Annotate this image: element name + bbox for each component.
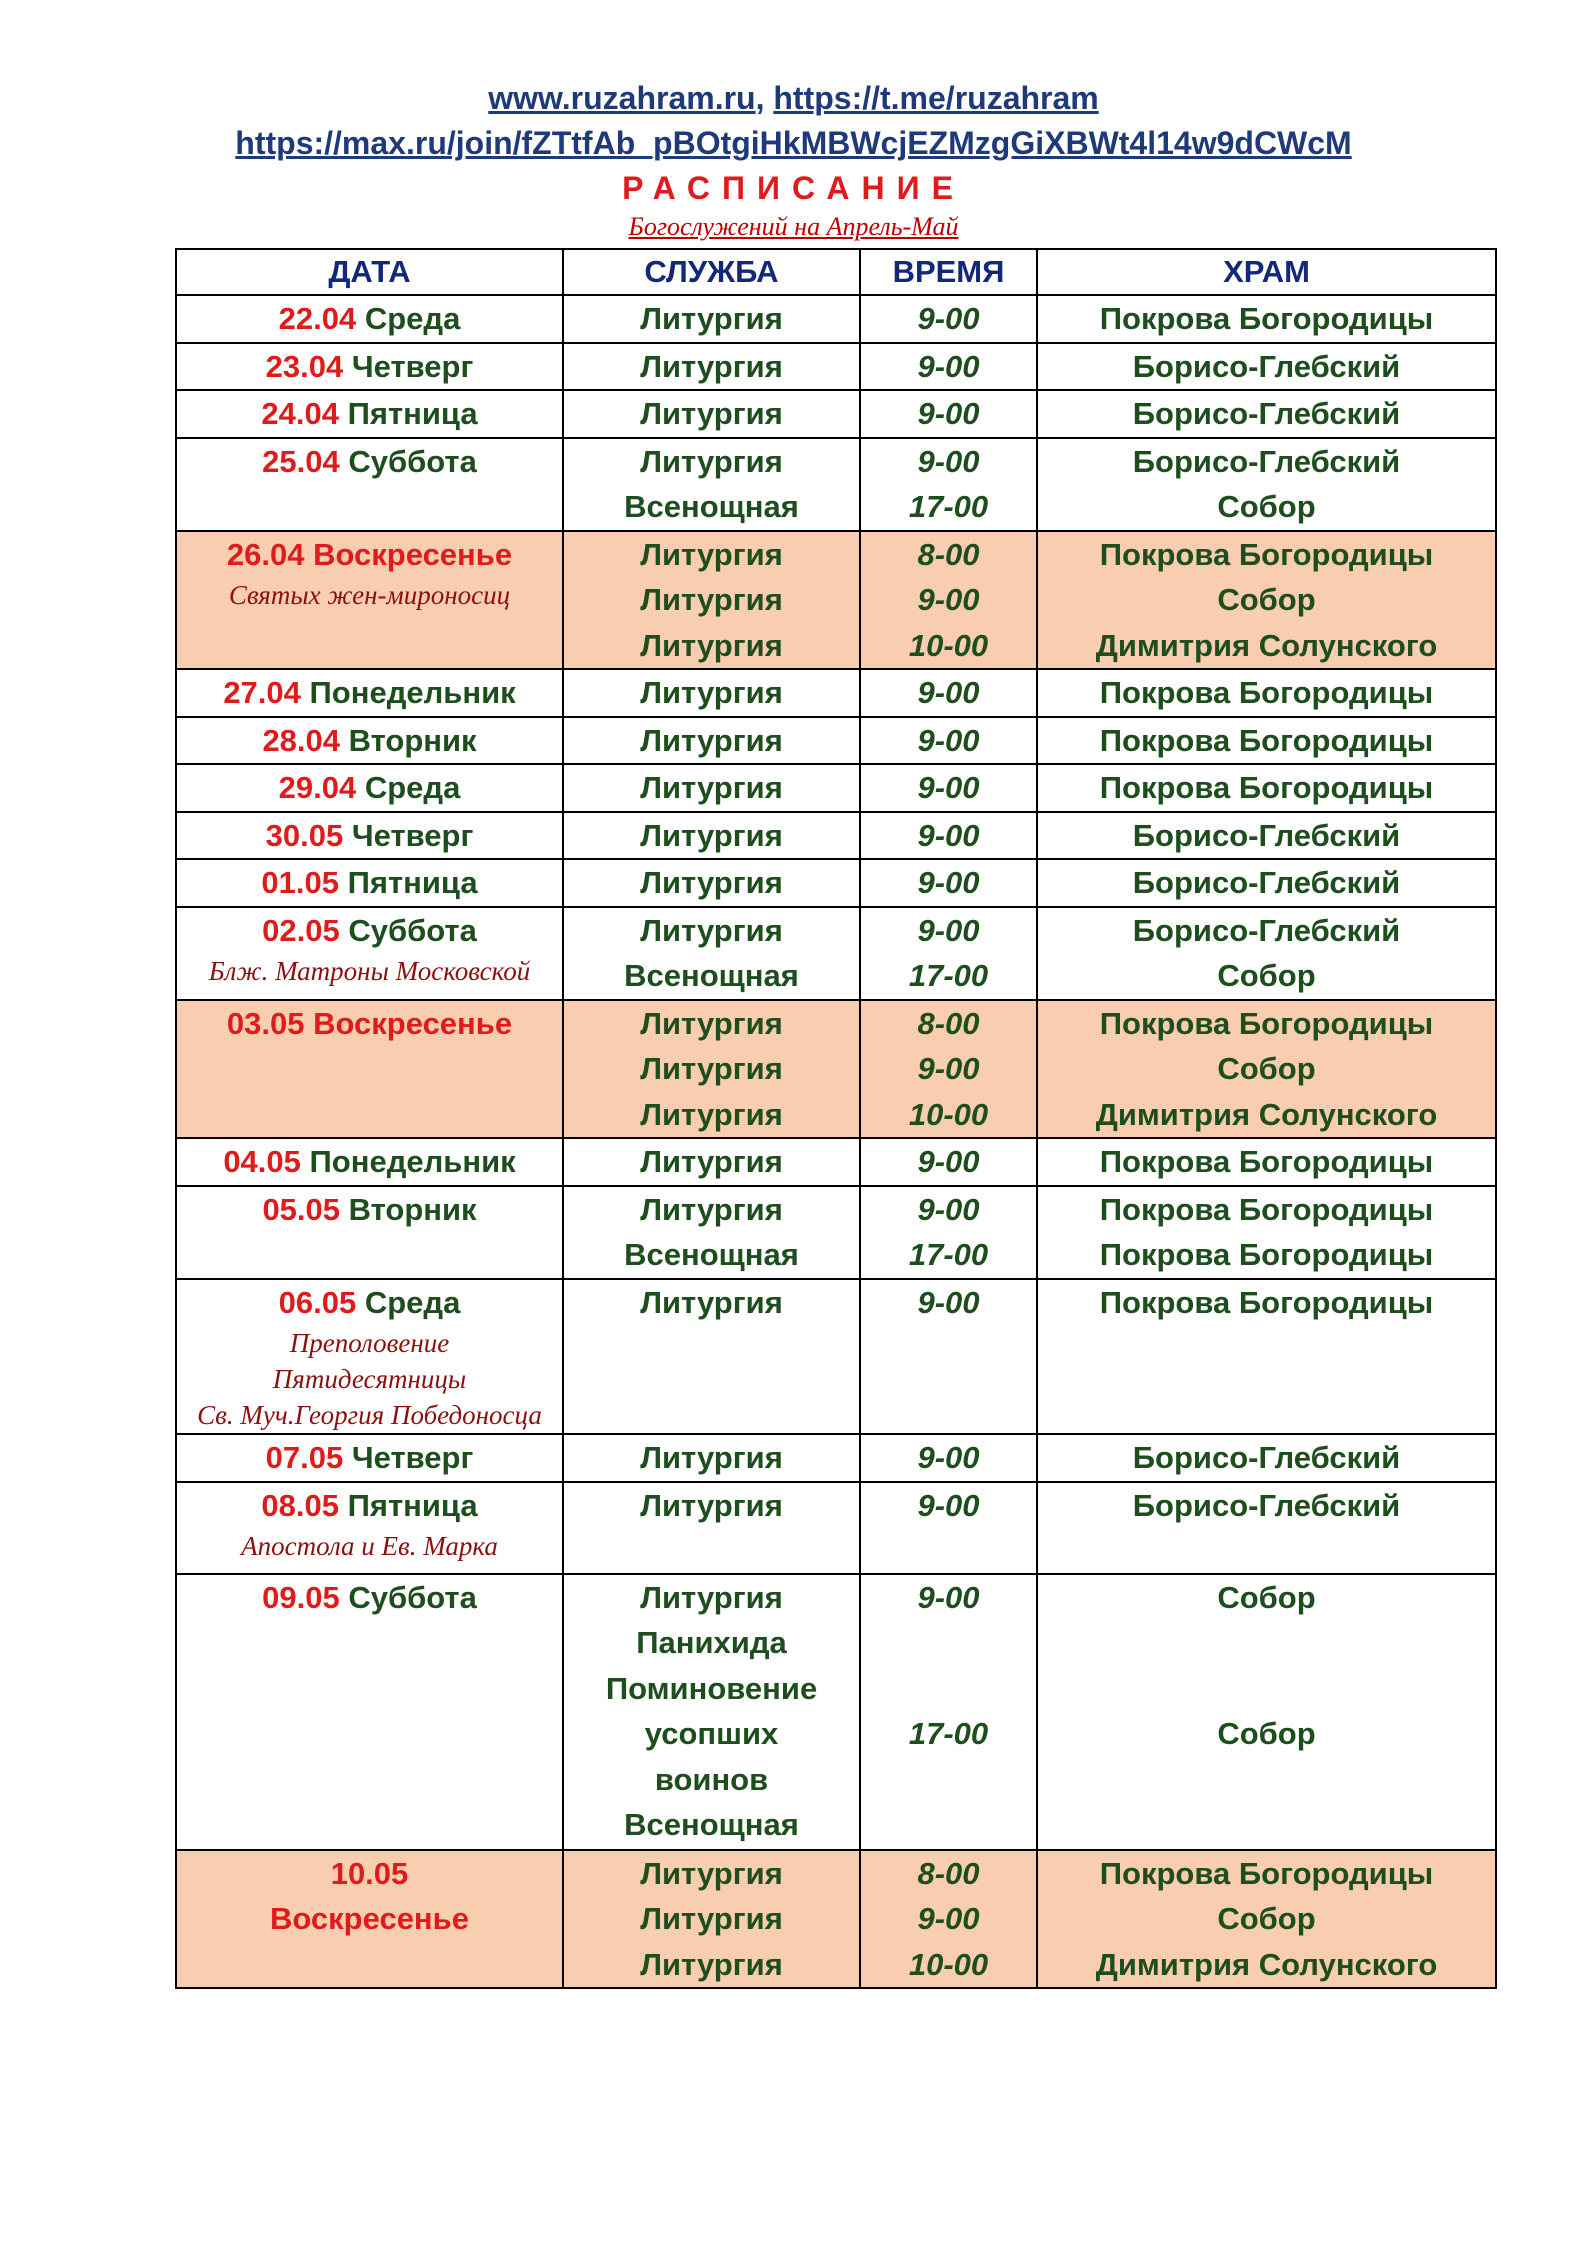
church-name: Покрова Богородицы [1099, 770, 1434, 805]
service-name: Литургия [640, 348, 783, 384]
table-row [176, 390, 1496, 438]
service-name: Литургия [640, 865, 783, 900]
church-name: Борисо-Глебский [1132, 912, 1401, 948]
church-name: Собор [1217, 1051, 1316, 1086]
date-cell [176, 343, 563, 391]
service-name: Литургия [640, 443, 783, 479]
date-number: 04.05 [223, 1144, 301, 1179]
church-name: Борисо-Глебский [1132, 443, 1401, 479]
service-name: Литургия [640, 1440, 783, 1475]
church-cell [1037, 1574, 1496, 1850]
date-cell [176, 1279, 563, 1435]
church-cell [1037, 1434, 1496, 1482]
date-cell [176, 669, 563, 717]
service-name: Литургия [640, 770, 783, 805]
feast-note: Святых жен-мироносиц [228, 580, 511, 610]
feast-note: Пятидесятницы [272, 1364, 467, 1394]
date-number: 10.05 [330, 1855, 409, 1891]
service-time: 8-00 [917, 1855, 980, 1891]
service-cell [563, 1279, 860, 1435]
church-name: Борисо-Глебский [1132, 1487, 1401, 1523]
service-time: 9-00 [917, 348, 980, 384]
day-of-week: Среда [364, 1284, 461, 1320]
service-time: 17-00 [908, 1716, 989, 1751]
day-of-week: Четверг [351, 348, 474, 384]
date-cell [176, 907, 563, 1000]
service-time: 9-00 [917, 1284, 980, 1320]
table-row [176, 1000, 1496, 1139]
date-cell [176, 531, 563, 670]
service-time: 9-00 [917, 817, 980, 853]
service-name: Литургия [640, 1487, 783, 1523]
service-cell [563, 438, 860, 531]
church-name: Собор [1217, 489, 1316, 524]
date-cell [176, 812, 563, 860]
church-name: Покрова Богородицы [1099, 301, 1434, 336]
service-cell [563, 1850, 860, 1989]
church-cell [1037, 390, 1496, 438]
church-name: Димитрия Солунского [1095, 627, 1438, 663]
links-line-2 [0, 125, 1587, 162]
service-name: Литургия [640, 1855, 783, 1891]
church-name: Покрова Богородицы [1099, 1237, 1434, 1272]
date-cell [176, 295, 563, 343]
service-time: 9-00 [917, 1144, 980, 1179]
service-time: 9-00 [917, 1440, 980, 1475]
table-row [176, 859, 1496, 907]
service-time: 8-00 [917, 536, 980, 572]
date-number: 08.05 [261, 1487, 339, 1523]
church-name: Борисо-Глебский [1132, 817, 1401, 853]
date-cell [176, 717, 563, 765]
time-cell [860, 812, 1037, 860]
date-number: 05.05 [262, 1191, 341, 1227]
service-cell [563, 907, 860, 1000]
day-of-week: Воскресенье [313, 536, 513, 572]
service-time: 9-00 [917, 1051, 980, 1086]
links-separator: , [755, 80, 774, 116]
service-cell [563, 764, 860, 812]
day-of-week: Суббота [348, 912, 477, 948]
service-time: 9-00 [917, 1579, 980, 1615]
service-name: Литургия [640, 722, 783, 758]
day-of-week: Пятница [347, 396, 478, 431]
service-name: Литургия [640, 582, 783, 617]
service-name: Литургия [640, 1005, 783, 1041]
service-cell [563, 1000, 860, 1139]
site-link[interactable]: www.ruzahram.ru [488, 80, 756, 116]
date-cell [176, 1482, 563, 1574]
service-name: Литургия [640, 1579, 783, 1615]
church-name: Покрова Богородицы [1099, 1005, 1434, 1041]
church-name: Покрова Богородицы [1099, 675, 1434, 710]
table-row [176, 812, 1496, 860]
service-time: 17-00 [908, 489, 989, 524]
service-name: Литургия [640, 1284, 783, 1320]
service-time: 9-00 [917, 396, 980, 431]
feast-note: Преполовение [289, 1328, 450, 1358]
day-of-week: Вторник [348, 722, 477, 758]
church-name: Борисо-Глебский [1132, 865, 1401, 900]
day-of-week: Суббота [348, 1579, 477, 1615]
page-title: РАСПИСАНИЕ [622, 170, 965, 206]
service-time: 9-00 [917, 675, 980, 710]
church-name: Собор [1217, 958, 1316, 993]
service-name: воинов [654, 1761, 769, 1797]
date-cell [176, 764, 563, 812]
table-row [176, 343, 1496, 391]
schedule-table [175, 248, 1497, 1989]
church-name: Собор [1217, 582, 1316, 617]
table-row [176, 1574, 1496, 1850]
table-row [176, 1482, 1496, 1574]
church-name: Покрова Богородицы [1099, 1191, 1434, 1227]
service-time: 9-00 [917, 1487, 980, 1523]
date-cell [176, 859, 563, 907]
time-cell [860, 764, 1037, 812]
feast-note: Св. Муч.Георгия Победоносца [197, 1400, 542, 1430]
service-cell [563, 1434, 860, 1482]
date-cell [176, 1434, 563, 1482]
date-cell [176, 438, 563, 531]
date-number: 28.04 [262, 722, 341, 758]
church-cell [1037, 717, 1496, 765]
service-cell [563, 812, 860, 860]
date-number: 22.04 [278, 301, 357, 336]
table-row [176, 438, 1496, 531]
service-cell [563, 859, 860, 907]
table-row [176, 717, 1496, 765]
time-cell [860, 1850, 1037, 1989]
table-row [176, 1850, 1496, 1989]
day-of-week: Пятница [347, 1487, 478, 1523]
day-of-week: Воскресенье [313, 1005, 513, 1041]
service-name: Всенощная [624, 1807, 799, 1842]
table-row [176, 1279, 1496, 1435]
church-cell [1037, 1482, 1496, 1574]
service-cell [563, 1482, 860, 1574]
service-name: Всенощная [624, 958, 799, 993]
service-name: Литургия [640, 1096, 783, 1132]
day-of-week: Понедельник [309, 1144, 516, 1179]
telegram-link[interactable]: https://t.me/ruzahram [773, 80, 1099, 116]
service-time: 9-00 [917, 722, 980, 758]
church-name: Собор [1217, 1716, 1316, 1751]
table-row [176, 531, 1496, 670]
church-cell [1037, 1850, 1496, 1989]
time-cell [860, 438, 1037, 531]
service-time: 9-00 [917, 443, 980, 479]
max-link[interactable]: https://max.ru/join/fZTtfAb_pBOtgiHkMBWcjEZMzgGiXBWt4l14w9dCWcM [235, 125, 1352, 161]
service-cell [563, 295, 860, 343]
date-number: 01.05 [261, 865, 339, 900]
service-time: 9-00 [917, 912, 980, 948]
column-header-time: ВРЕМЯ [860, 249, 1037, 295]
date-number: 23.04 [265, 348, 344, 384]
service-cell [563, 1186, 860, 1279]
time-cell [860, 531, 1037, 670]
service-name: Литургия [640, 627, 783, 663]
date-number: 25.04 [262, 443, 340, 479]
table-row [176, 1186, 1496, 1279]
church-name: Собор [1217, 1901, 1316, 1936]
church-name: Покрова Богородицы [1099, 722, 1434, 758]
church-cell [1037, 812, 1496, 860]
time-cell [860, 343, 1037, 391]
service-name: Литургия [640, 1946, 783, 1982]
date-number: 06.05 [278, 1284, 357, 1320]
date-number: 27.04 [223, 675, 301, 710]
date-number: 09.05 [262, 1579, 340, 1615]
church-cell [1037, 1000, 1496, 1139]
table-row [176, 1138, 1496, 1186]
service-name: Литургия [640, 1051, 783, 1086]
time-cell [860, 1186, 1037, 1279]
church-cell [1037, 859, 1496, 907]
church-cell [1037, 1186, 1496, 1279]
date-number: 07.05 [265, 1440, 344, 1475]
date-cell [176, 1850, 563, 1989]
column-header-service: СЛУЖБА [563, 249, 860, 295]
date-number: 29.04 [278, 770, 357, 805]
church-name: Димитрия Солунского [1095, 1096, 1438, 1132]
table-row [176, 764, 1496, 812]
church-name: Собор [1217, 1579, 1316, 1615]
service-time: 9-00 [917, 301, 980, 336]
table-row [176, 1434, 1496, 1482]
time-cell [860, 669, 1037, 717]
service-name: Всенощная [624, 489, 799, 524]
service-time: 9-00 [917, 1191, 980, 1227]
church-cell [1037, 1138, 1496, 1186]
church-cell [1037, 531, 1496, 670]
service-cell [563, 1574, 860, 1850]
time-cell [860, 1482, 1037, 1574]
day-of-week: Пятница [347, 865, 478, 900]
church-name: Покрова Богородицы [1099, 1144, 1434, 1179]
church-name: Покрова Богородицы [1099, 536, 1434, 572]
date-number: 30.05 [265, 817, 344, 853]
service-time: 17-00 [908, 1237, 989, 1272]
date-number: 26.04 [226, 536, 305, 572]
day-of-week: Среда [364, 301, 461, 336]
service-time: 8-00 [917, 1005, 980, 1041]
table-header-row [176, 249, 1496, 295]
feast-note: Апостола и Ев. Марка [241, 1531, 498, 1561]
day-of-week: Вторник [348, 1191, 477, 1227]
church-cell [1037, 1279, 1496, 1435]
service-name: Литургия [640, 912, 783, 948]
service-time: 9-00 [917, 865, 980, 900]
date-cell [176, 1138, 563, 1186]
church-cell [1037, 764, 1496, 812]
service-name: Литургия [640, 1191, 783, 1227]
service-time: 10-00 [908, 1096, 989, 1132]
table-row [176, 295, 1496, 343]
service-cell [563, 531, 860, 670]
service-time: 9-00 [917, 1901, 980, 1936]
church-name: Покрова Богородицы [1099, 1855, 1434, 1891]
service-cell [563, 717, 860, 765]
time-cell [860, 1000, 1037, 1139]
day-of-week: Среда [364, 770, 461, 805]
church-cell [1037, 907, 1496, 1000]
service-time: 17-00 [908, 958, 989, 993]
church-name: Борисо-Глебский [1132, 1440, 1401, 1475]
service-time: 10-00 [908, 1946, 989, 1982]
date-number: 02.05 [262, 912, 340, 948]
date-cell [176, 1000, 563, 1139]
service-name: Литургия [640, 1901, 783, 1936]
links-line-1 [0, 80, 1587, 117]
service-name: Литургия [640, 675, 783, 710]
time-cell [860, 390, 1037, 438]
service-time: 9-00 [917, 770, 980, 805]
service-name: Панихида [636, 1625, 787, 1660]
service-name: Всенощная [624, 1237, 799, 1272]
church-cell [1037, 438, 1496, 531]
service-name: усопших [644, 1716, 779, 1751]
church-cell [1037, 343, 1496, 391]
service-name: Литургия [640, 817, 783, 853]
church-name: Димитрия Солунского [1095, 1946, 1438, 1982]
column-header-date: ДАТА [176, 249, 563, 295]
date-cell [176, 1186, 563, 1279]
service-cell [563, 390, 860, 438]
service-cell [563, 343, 860, 391]
time-cell [860, 717, 1037, 765]
time-cell [860, 859, 1037, 907]
service-cell [563, 1138, 860, 1186]
time-cell [860, 1138, 1037, 1186]
church-cell [1037, 669, 1496, 717]
service-name: Литургия [640, 1144, 783, 1179]
service-time: 10-00 [908, 627, 989, 663]
service-name: Литургия [640, 396, 783, 431]
church-name: Борисо-Глебский [1132, 348, 1401, 384]
column-header-church: ХРАМ [1037, 249, 1496, 295]
service-name: Поминовение [605, 1670, 818, 1706]
feast-note: Блж. Матроны Московской [208, 956, 531, 986]
time-cell [860, 1434, 1037, 1482]
service-cell [563, 669, 860, 717]
service-name: Литургия [640, 301, 783, 336]
date-number: 03.05 [226, 1005, 305, 1041]
time-cell [860, 295, 1037, 343]
day-of-week: Понедельник [309, 675, 516, 710]
church-name: Борисо-Глебский [1132, 396, 1401, 431]
page-subtitle: Богослужений на Апрель-Май [628, 212, 959, 241]
service-time: 9-00 [917, 582, 980, 617]
service-name: Литургия [640, 536, 783, 572]
day-of-week: Четверг [351, 817, 474, 853]
day-of-week: Воскресенье [270, 1901, 469, 1936]
date-number: 24.04 [261, 396, 339, 431]
church-cell [1037, 295, 1496, 343]
day-of-week: Суббота [348, 443, 477, 479]
time-cell [860, 1574, 1037, 1850]
table-row [176, 669, 1496, 717]
day-of-week: Четверг [351, 1440, 474, 1475]
church-name: Покрова Богородицы [1099, 1284, 1434, 1320]
date-cell [176, 390, 563, 438]
table-row [176, 907, 1496, 1000]
date-cell [176, 1574, 563, 1850]
time-cell [860, 907, 1037, 1000]
time-cell [860, 1279, 1037, 1435]
